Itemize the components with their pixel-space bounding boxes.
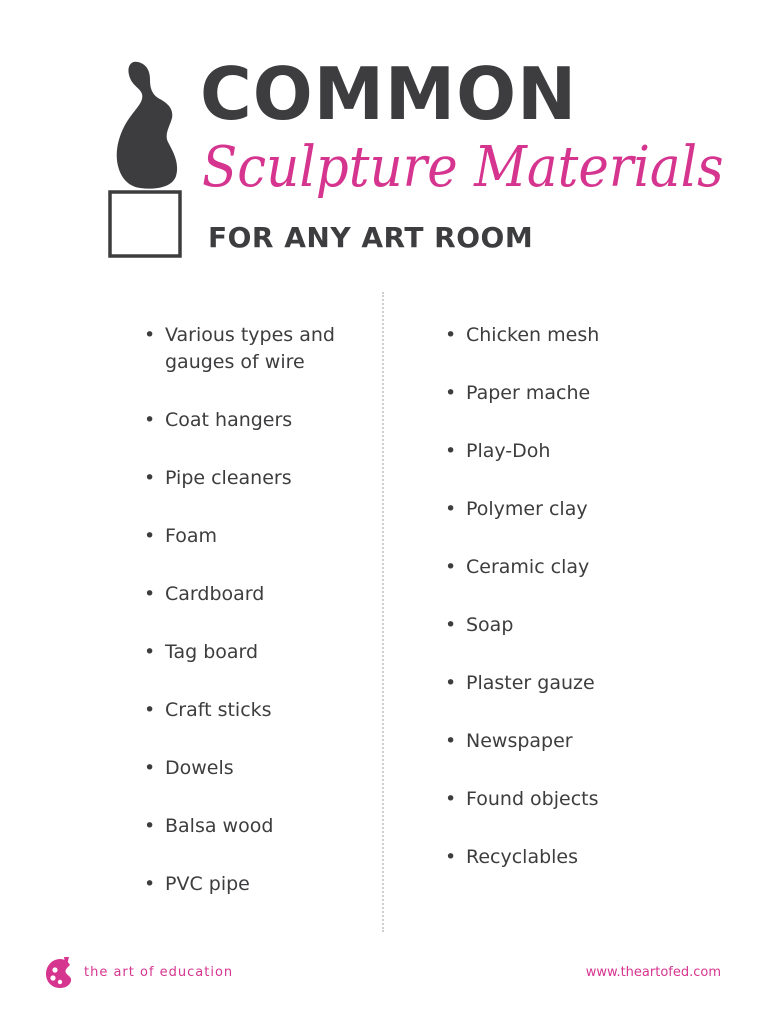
list-item: • Craft sticks bbox=[144, 697, 364, 724]
list-item: • Soap bbox=[445, 612, 705, 639]
list-item: • Recyclables bbox=[445, 844, 705, 871]
footer-brand: the art of education bbox=[84, 965, 234, 980]
list-item: • Dowels bbox=[144, 755, 364, 782]
list-item: • Plaster gauze bbox=[445, 670, 705, 697]
footer-url-link[interactable]: www.theartofed.com bbox=[585, 965, 721, 980]
list-item: • Play-Doh bbox=[445, 438, 705, 465]
list-item: • Chicken mesh bbox=[445, 322, 705, 349]
header bbox=[0, 0, 768, 280]
list-item: • Tag board bbox=[144, 639, 364, 666]
list-item: • Balsa wood bbox=[144, 813, 364, 840]
list-item: • Pipe cleaners bbox=[144, 465, 364, 492]
materials-list-right bbox=[445, 322, 705, 902]
list-item: • Coat hangers bbox=[144, 407, 364, 434]
palette-logo-icon bbox=[44, 955, 76, 991]
list-item: • Newspaper bbox=[445, 728, 705, 755]
list-item: • Various types and gauges of wire bbox=[144, 322, 364, 376]
list-item: • Foam bbox=[144, 523, 364, 550]
title-sculpture-materials: Sculpture Materials bbox=[202, 135, 724, 200]
list-item: • Found objects bbox=[445, 786, 705, 813]
list-item: • Polymer clay bbox=[445, 496, 705, 523]
list-item: • PVC pipe bbox=[144, 871, 364, 898]
list-item: • Ceramic clay bbox=[445, 554, 705, 581]
title-common: COMMON bbox=[200, 52, 578, 136]
sculpture-bust-on-pedestal-icon bbox=[106, 58, 186, 260]
list-item: • Paper mache bbox=[445, 380, 705, 407]
list-item: • Cardboard bbox=[144, 581, 364, 608]
materials-list-left bbox=[144, 322, 364, 929]
title-subtitle: FOR ANY ART ROOM bbox=[208, 221, 534, 254]
column-divider bbox=[382, 292, 384, 932]
